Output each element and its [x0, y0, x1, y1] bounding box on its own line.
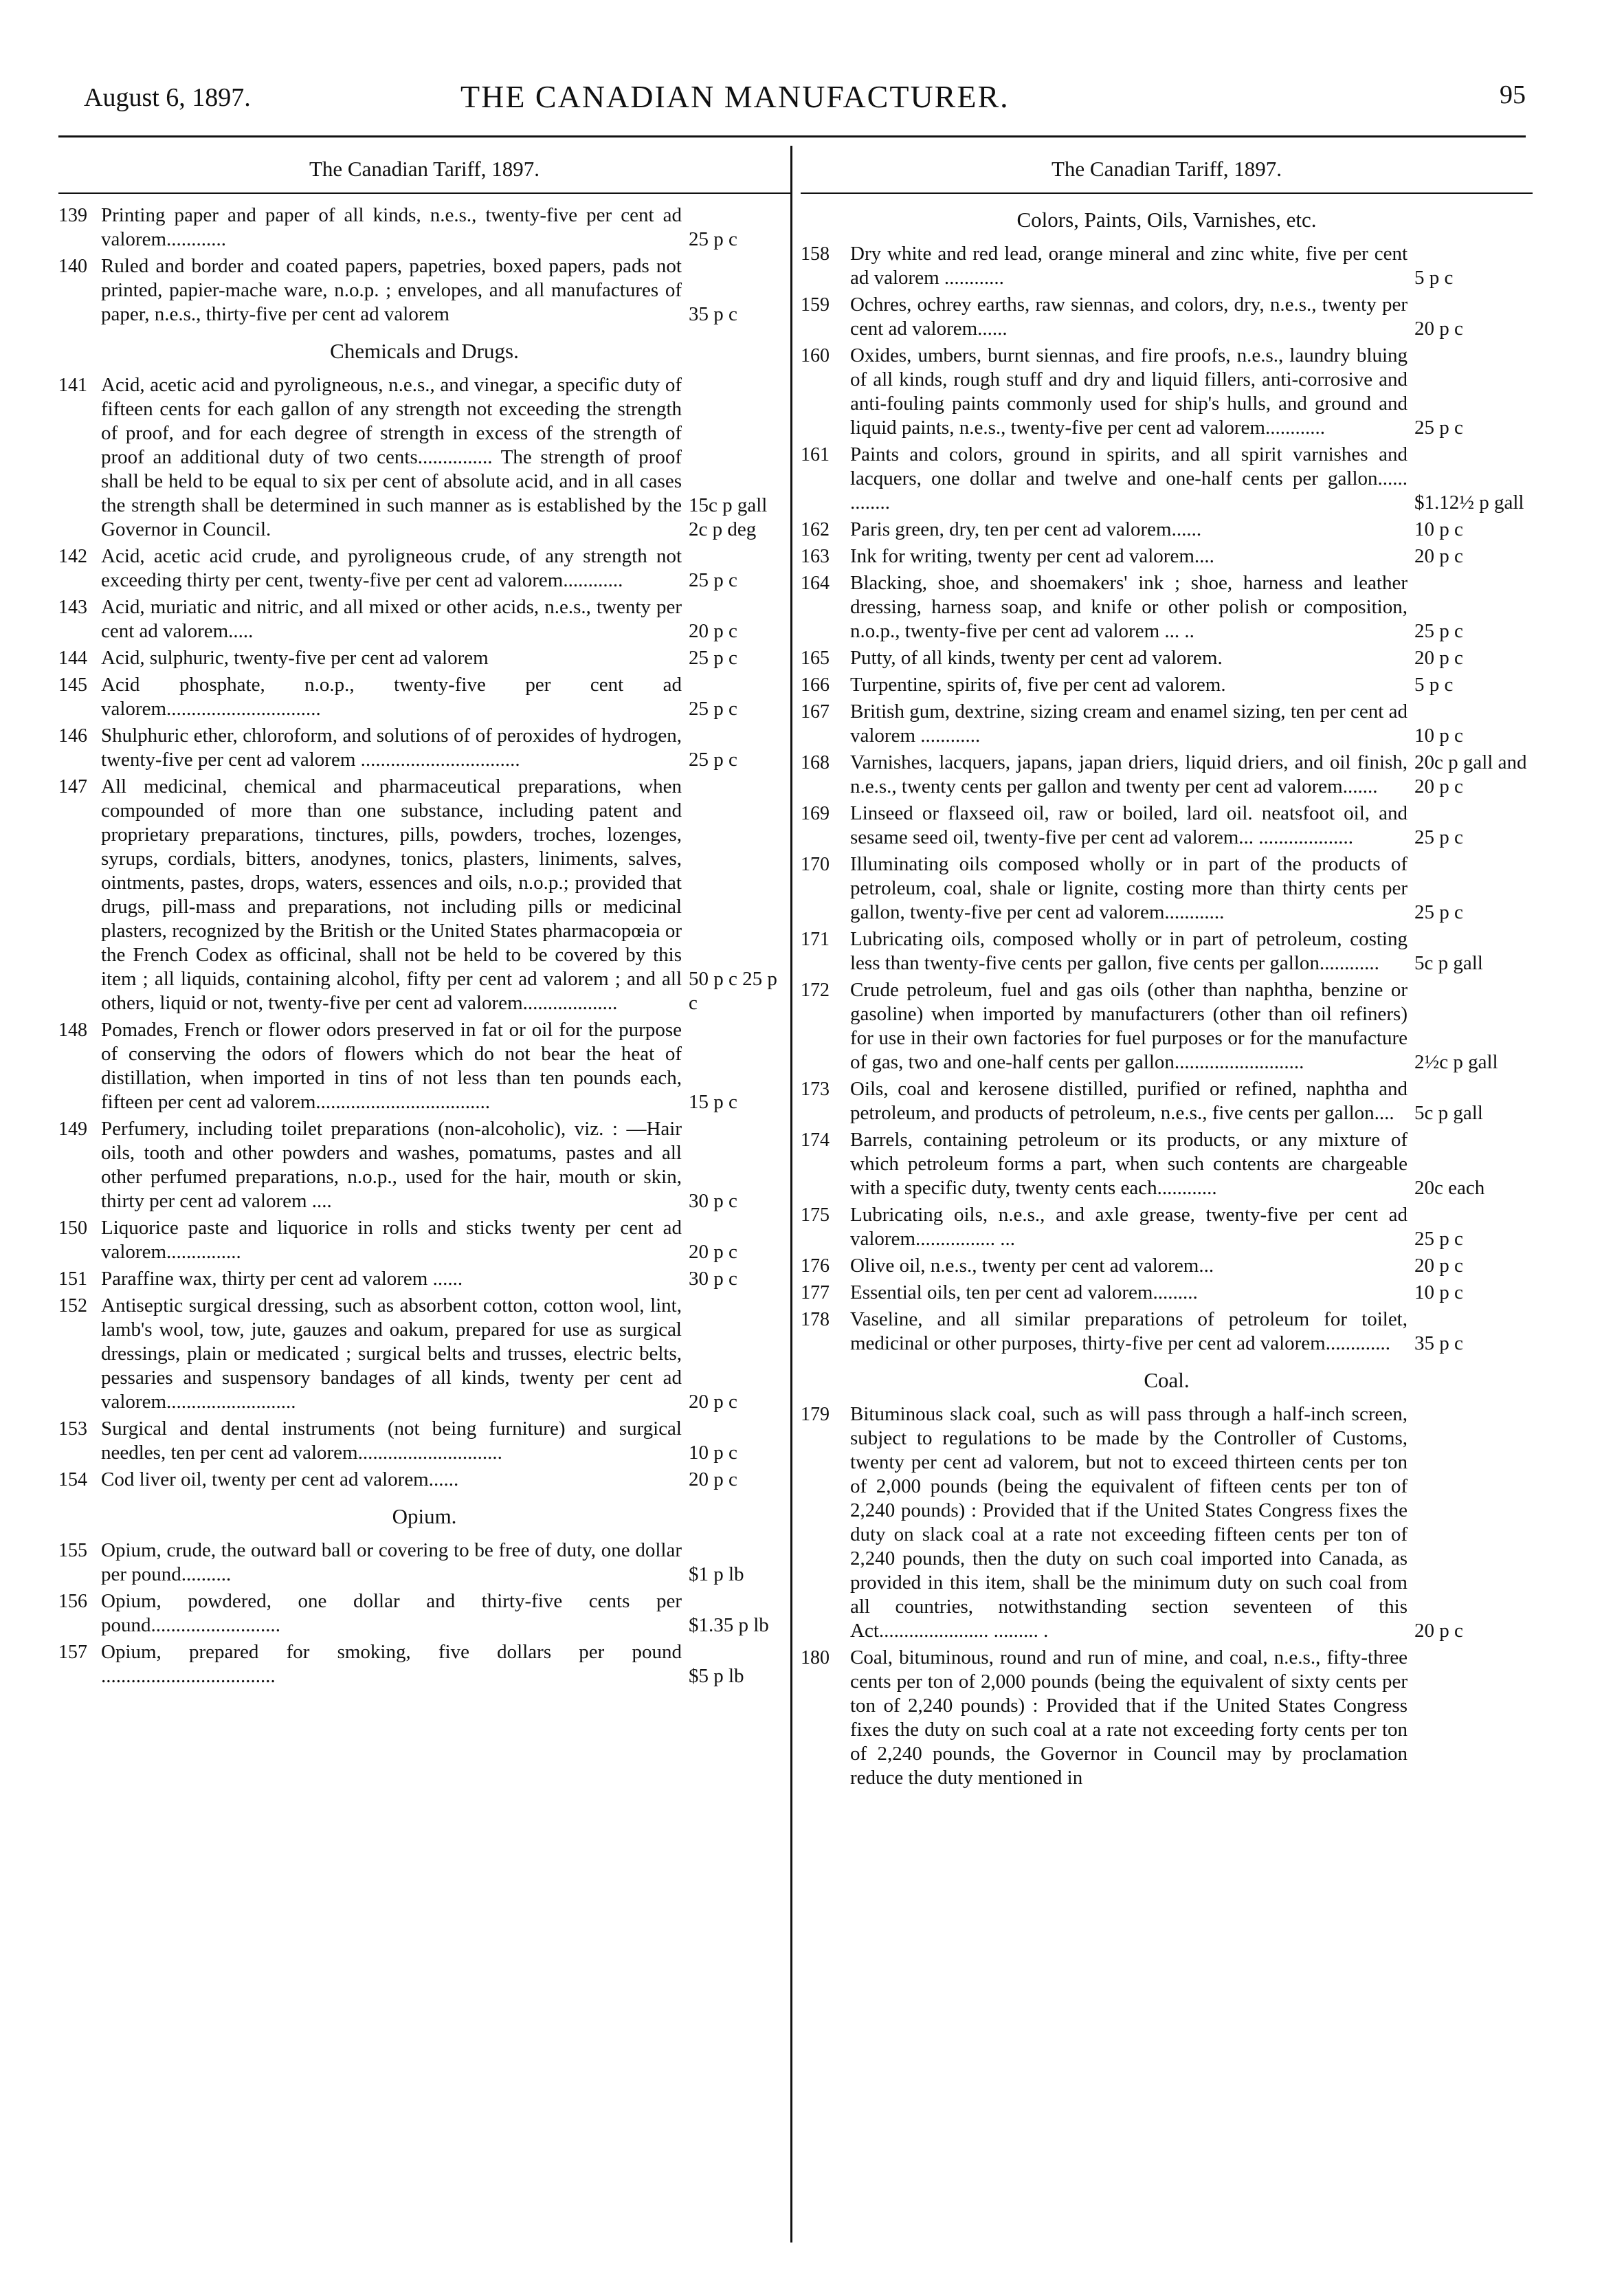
- item-number: 160: [801, 345, 830, 366]
- item-description: Varnishes, lacquers, japans, japan driers, liquid driers, and oil finish, n.e.s., twenty cents per gallon and twenty per cent ad valorem.......: [850, 751, 1408, 797]
- duty-rate: 5 p c: [1414, 674, 1454, 696]
- duty-rate: 25 p c: [1414, 901, 1463, 923]
- item-description: Opium, crude, the outward ball or covering to be free of duty, one dollar per pound..........: [101, 1539, 682, 1585]
- item-number: 167: [801, 701, 830, 723]
- item-number: 159: [801, 294, 830, 316]
- tariff-item: [58, 1018, 790, 1114]
- item-description: Ruled and border and coated papers, papetries, boxed papers, pads not printed, papier-mache ware, n.o.p. ; envelopes, and all manufactures of paper, n.e.s., thirty-five per cent ad valorem: [101, 255, 682, 325]
- duty-rate: 25 p c: [689, 569, 737, 591]
- tariff-item: [801, 1402, 1533, 1643]
- item-description: Bituminous slack coal, such as will pass through a half-inch screen, subject to regulations to be made by the Controller of Customs, twenty per cent ad valorem, but not to exceed thirteen cents per ton of 2,000 pounds (being the equivalent of fifteen cents per ton of 2,240 pounds) : Provided that if the United States Congress fixes the duty on slack coal at a rate not exceeding fifteen cents per ton of 2,240 pounds, then the duty on such coal imported into Canada, as provided in this item, shall be the minimum duty on such coal from all countries, notwithstanding section seventeen of this Act...................... ......... .: [850, 1403, 1408, 1642]
- tariff-item: [58, 1216, 790, 1264]
- item-number: 147: [58, 776, 87, 797]
- tariff-item: [58, 1117, 790, 1213]
- tariff-item: [58, 595, 790, 643]
- item-number: 154: [58, 1469, 87, 1490]
- right-column-heading: The Canadian Tariff, 1897.: [1051, 157, 1282, 181]
- tariff-item: [801, 852, 1533, 925]
- item-description: Acid, muriatic and nitric, and all mixed or other acids, n.e.s., twenty per cent ad valorem.....: [101, 596, 682, 642]
- section-heading: Opium.: [392, 1504, 457, 1528]
- duty-rate: 20 p c: [689, 1391, 737, 1413]
- item-number: 164: [801, 573, 830, 594]
- duty-rate: 25 p c: [689, 228, 737, 250]
- tariff-item: [801, 242, 1533, 290]
- tariff-item: [801, 443, 1533, 515]
- item-number: 140: [58, 256, 87, 277]
- tariff-item: [801, 344, 1533, 440]
- tariff-item: [801, 673, 1533, 697]
- item-number: 156: [58, 1591, 87, 1612]
- section-heading: Coal.: [1144, 1368, 1190, 1392]
- item-description: Vaseline, and all similar preparations of petroleum for toilet, medicinal or other purposes, thirty-five per cent ad valorem.............: [850, 1308, 1408, 1354]
- section-heading: Colors, Paints, Oils, Varnishes, etc.: [1016, 208, 1317, 232]
- duty-rate: 25 p c: [1414, 620, 1463, 642]
- tariff-item: [58, 373, 790, 542]
- item-number: 146: [58, 725, 87, 747]
- right-column-rule: [801, 192, 1533, 194]
- item-description: Paraffine wax, thirty per cent ad valorem ......: [101, 1268, 463, 1290]
- page-number: 95: [1500, 80, 1526, 109]
- column-divider: [790, 146, 792, 2243]
- item-number: 142: [58, 546, 87, 567]
- item-number: 141: [58, 375, 87, 396]
- duty-rate: 5c p gall: [1414, 1102, 1483, 1124]
- duty-rate: 10 p c: [1414, 1281, 1463, 1303]
- item-description: Ink for writing, twenty per cent ad valorem....: [850, 545, 1214, 567]
- item-number: 169: [801, 803, 830, 824]
- duty-rate: 20 p c: [689, 1468, 737, 1490]
- tariff-item: [801, 1077, 1533, 1125]
- item-description: Opium, powdered, one dollar and thirty-five cents per pound..........................: [101, 1590, 682, 1636]
- duty-rate: 5c p gall: [1414, 952, 1483, 974]
- tariff-item: [58, 203, 790, 252]
- duty-rate: $1.35 p lb: [689, 1614, 769, 1636]
- item-number: 153: [58, 1418, 87, 1440]
- item-number: 162: [801, 519, 830, 540]
- duty-rate: 20 p c: [689, 620, 737, 642]
- item-description: Paints and colors, ground in spirits, and all spirit varnishes and lacquers, one dollar and twelve and one-half cents per gallon...... ........: [850, 443, 1408, 514]
- item-number: 173: [801, 1079, 830, 1100]
- item-description: Pomades, French or flower odors preserved in fat or oil for the purpose of conserving the odors of flowers which do not bear the heat of distillation, when imported in tins of not less than ten pounds each, fifteen per cent ad valorem...................................: [101, 1019, 682, 1113]
- duty-rate: 20 p c: [1414, 647, 1463, 669]
- item-number: 166: [801, 674, 830, 696]
- duty-rate: 50 p c 25 p c: [689, 968, 777, 1014]
- duty-rate: 20 p c: [689, 1241, 737, 1263]
- duty-rate: $5 p lb: [689, 1665, 744, 1687]
- tariff-item: [801, 1203, 1533, 1251]
- item-number: 152: [58, 1295, 87, 1316]
- duty-rate: 25 p c: [1414, 826, 1463, 848]
- duty-rate: $1 p lb: [689, 1563, 744, 1585]
- duty-rate: 15c p gall 2c p deg: [689, 494, 768, 540]
- item-number: 150: [58, 1217, 87, 1239]
- item-description: Surgical and dental instruments (not being furniture) and surgical needles, ten per cent ad valorem.............................: [101, 1418, 682, 1464]
- tariff-item: [58, 775, 790, 1015]
- duty-rate: 35 p c: [689, 303, 737, 325]
- tariff-item: [801, 751, 1533, 799]
- tariff-item: [58, 1267, 790, 1291]
- tariff-item: [58, 254, 790, 327]
- item-description: Oils, coal and kerosene distilled, purified or refined, naphtha and petroleum, and products of petroleum, n.e.s., five cents per gallon....: [850, 1078, 1408, 1124]
- duty-rate: $1.12½ p gall: [1414, 492, 1524, 514]
- item-description: Printing paper and paper of all kinds, n.e.s., twenty-five per cent ad valorem............: [101, 204, 682, 250]
- item-number: 163: [801, 546, 830, 567]
- duty-rate: 25 p c: [689, 647, 737, 669]
- item-description: Putty, of all kinds, twenty per cent ad valorem.: [850, 647, 1223, 669]
- duty-rate: 5 p c: [1414, 267, 1454, 289]
- item-description: Turpentine, spirits of, five per cent ad valorem.: [850, 674, 1226, 696]
- tariff-item: [801, 802, 1533, 850]
- tariff-item: [58, 1468, 790, 1492]
- tariff-item: [58, 724, 790, 772]
- duty-rate: 25 p c: [689, 749, 737, 771]
- item-description: Essential oils, ten per cent ad valorem.........: [850, 1281, 1198, 1303]
- tariff-item: [801, 571, 1533, 643]
- item-description: Liquorice paste and liquorice in rolls and sticks twenty per cent ad valorem...............: [101, 1217, 682, 1263]
- item-number: 155: [58, 1540, 87, 1561]
- item-number: 172: [801, 980, 830, 1001]
- item-description: Opium, prepared for smoking, five dollars per pound ...................................: [101, 1641, 682, 1687]
- item-description: Oxides, umbers, burnt siennas, and fire proofs, n.e.s., laundry bluing of all kinds, rough stuff and dry and liquid fillers, anti-corrosive and anti-fouling paints commonly used for ship's hulls, and ground and liquid paints, n.e.s., twenty-five per cent ad valorem............: [850, 344, 1408, 439]
- item-number: 144: [58, 648, 87, 669]
- item-description: Olive oil, n.e.s., twenty per cent ad valorem...: [850, 1255, 1214, 1277]
- item-description: Perfumery, including toilet preparations (non-alcoholic), viz. : —Hair oils, tooth and other powders and washes, pomatums, pastes and all other perfumed preparations, n.o.p., used for the hair, mouth or skin, thirty per cent ad valorem ....: [101, 1118, 682, 1212]
- item-description: Acid, sulphuric, twenty-five per cent ad valorem: [101, 647, 489, 669]
- item-number: 171: [801, 929, 830, 950]
- item-description: Lubricating oils, n.e.s., and axle grease, twenty-five per cent ad valorem................ ...: [850, 1204, 1408, 1250]
- tariff-item: [801, 1646, 1533, 1790]
- left-column-body: [58, 203, 790, 1688]
- item-number: 179: [801, 1404, 830, 1425]
- duty-rate: 20c each: [1414, 1177, 1485, 1199]
- item-description: Shulphuric ether, chloroform, and solutions of of peroxides of hydrogen, twenty-five per cent ad valorem ................................: [101, 725, 682, 771]
- item-description: British gum, dextrine, sizing cream and enamel sizing, ten per cent ad valorem ............: [850, 701, 1408, 747]
- tariff-item: [58, 1417, 790, 1465]
- item-description: Cod liver oil, twenty per cent ad valorem......: [101, 1468, 459, 1490]
- item-description: Barrels, containing petroleum or its products, or any mixture of which petroleum forms a part, when such contents are chargeable with a specific duty, twenty cents each............: [850, 1129, 1408, 1199]
- tariff-item: [801, 978, 1533, 1075]
- item-number: 165: [801, 648, 830, 669]
- item-description: Dry white and red lead, orange mineral and zinc white, five per cent ad valorem ............: [850, 243, 1408, 289]
- item-number: 158: [801, 243, 830, 265]
- tariff-item: [801, 646, 1533, 670]
- duty-rate: 25 p c: [689, 698, 737, 720]
- item-description: Acid, acetic acid crude, and pyroligneous crude, of any strength not exceeding thirty per cent, twenty-five per cent ad valorem............: [101, 545, 682, 591]
- item-number: 180: [801, 1647, 830, 1668]
- item-number: 148: [58, 1020, 87, 1041]
- section-heading: Chemicals and Drugs.: [330, 339, 519, 363]
- tariff-item: [58, 1294, 790, 1414]
- duty-rate: 20 p c: [1414, 318, 1463, 340]
- tariff-item: [801, 700, 1533, 748]
- tariff-item: [58, 646, 790, 670]
- item-description: Linseed or flaxseed oil, raw or boiled, lard oil. neatsfoot oil, and sesame seed oil, twenty-five per cent ad valorem... ...................: [850, 802, 1408, 848]
- duty-rate: 20 p c: [1414, 1255, 1463, 1277]
- tariff-item: [801, 293, 1533, 341]
- item-number: 170: [801, 854, 830, 875]
- right-column-body: [801, 208, 1533, 1790]
- tariff-item: [801, 544, 1533, 569]
- duty-rate: 10 p c: [1414, 518, 1463, 540]
- duty-rate: 20 p c: [1414, 1620, 1463, 1642]
- duty-rate: 20c p gall and 20 p c: [1414, 751, 1527, 797]
- item-description: Antiseptic surgical dressing, such as absorbent cotton, cotton wool, lint, lamb's wool, tow, jute, gauzes and oakum, prepared for use as surgical dressings, plain or medicated ; surgical belts and trusses, electric belts, pessaries and suspensory bandages of all kinds, twenty per cent ad valorem..........................: [101, 1294, 682, 1413]
- tariff-item: [801, 927, 1533, 976]
- item-number: 145: [58, 674, 87, 696]
- left-column-rule: [58, 192, 790, 194]
- item-number: 157: [58, 1642, 87, 1663]
- item-description: Illuminating oils composed wholly or in part of the products of petroleum, coal, shale or lignite, costing more than thirty cents per gallon, twenty-five per cent ad valorem............: [850, 853, 1408, 923]
- item-description: Blacking, shoe, and shoemakers' ink ; shoe, harness and leather dressing, harness soap, and knife or other polish or composition, n.o.p., twenty-five per cent ad valorem ... ..: [850, 572, 1408, 642]
- duty-rate: 10 p c: [689, 1442, 737, 1464]
- duty-rate: 30 p c: [689, 1268, 737, 1290]
- page-header: [76, 69, 1526, 124]
- publication-title: THE CANADIAN MANUFACTURER.: [460, 79, 1010, 114]
- item-number: 151: [58, 1268, 87, 1290]
- duty-rate: 15 p c: [689, 1091, 737, 1113]
- left-column: [58, 146, 790, 1691]
- item-number: 178: [801, 1309, 830, 1330]
- tariff-item: [801, 1254, 1533, 1278]
- tariff-item: [58, 1640, 790, 1688]
- header-rule: [58, 135, 1526, 137]
- tariff-item: [58, 544, 790, 593]
- duty-rate: 25 p c: [1414, 417, 1463, 439]
- right-column: [801, 146, 1533, 1793]
- duty-rate: 20 p c: [1414, 545, 1463, 567]
- item-description: Ochres, ochrey earths, raw siennas, and colors, dry, n.e.s., twenty per cent ad valorem......: [850, 294, 1408, 340]
- duty-rate: 2½c p gall: [1414, 1051, 1498, 1073]
- tariff-item: [801, 1281, 1533, 1305]
- item-description: Lubricating oils, composed wholly or in part of petroleum, costing less than twenty-five cents per gallon, five cents per gallon............: [850, 928, 1408, 974]
- item-description: Crude petroleum, fuel and gas oils (other than naphtha, benzine or gasoline) when imported by manufacturers (other than oil refiners) for use in their own factories for fuel purposes or for the manufacture of gas, two and one-half cents per gallon..........................: [850, 979, 1408, 1073]
- item-description: Paris green, dry, ten per cent ad valorem......: [850, 518, 1202, 540]
- item-number: 149: [58, 1119, 87, 1140]
- tariff-item: [58, 673, 790, 721]
- item-description: Coal, bituminous, round and run of mine, and coal, n.e.s., fifty-three cents per ton of 2,000 pounds (being the equivalent of sixty cents per ton of 2,240 pounds) : Provided that if the United States Congress fixes the duty on such coal at a rate not exceeding forty cents per ton of 2,240 pounds, the Governor in Council may by proclamation reduce the duty mentioned in: [850, 1646, 1408, 1789]
- item-number: 168: [801, 752, 830, 773]
- item-description: Acid, acetic acid and pyroligneous, n.e.s., and vinegar, a specific duty of fifteen cents for each gallon of any strength not exceeding the strength of proof, and for each degree of strength in excess of the strength of proof an additional duty of two cents............... The strength of proof shall be held to be equal to six per cent of absolute acid, and in all cases the strength shall be determined in such manner as is established by the Governor in Council.: [101, 374, 682, 540]
- duty-rate: 10 p c: [1414, 725, 1463, 747]
- item-number: 161: [801, 444, 830, 465]
- left-column-heading: The Canadian Tariff, 1897.: [309, 157, 540, 181]
- duty-rate: 35 p c: [1414, 1332, 1463, 1354]
- item-number: 143: [58, 597, 87, 618]
- tariff-item: [801, 1308, 1533, 1356]
- tariff-item: [58, 1539, 790, 1587]
- item-number: 139: [58, 205, 87, 226]
- tariff-item: [801, 1128, 1533, 1200]
- duty-rate: 30 p c: [689, 1190, 737, 1212]
- duty-rate: 25 p c: [1414, 1228, 1463, 1250]
- tariff-item: [58, 1589, 790, 1638]
- item-number: 177: [801, 1282, 830, 1303]
- item-description: Acid phosphate, n.o.p., twenty-five per cent ad valorem...............................: [101, 674, 682, 720]
- item-description: All medicinal, chemical and pharmaceutical preparations, when compounded of more than one substance, including patent and proprietary preparations, tinctures, pills, powders, troches, lozenges, syrups, cordials, bitters, anodynes, tonics, plasters, liniments, salves, ointments, pastes, drops, waters, essences and oils, n.o.p.; provided that drugs, pill-mass and preparations, not including pills or medicinal plasters, recognized by the British or the United States pharmacopœia or the French Codex as officinal, shall not be held to be covered by this item ; all liquids, containing alcohol, fifty per cent ad valorem ; and all others, liquid or not, twenty-five per cent ad valorem...................: [101, 775, 682, 1014]
- item-number: 175: [801, 1204, 830, 1226]
- item-number: 176: [801, 1255, 830, 1277]
- issue-date: August 6, 1897.: [84, 83, 251, 112]
- item-number: 174: [801, 1130, 830, 1151]
- tariff-item: [801, 518, 1533, 542]
